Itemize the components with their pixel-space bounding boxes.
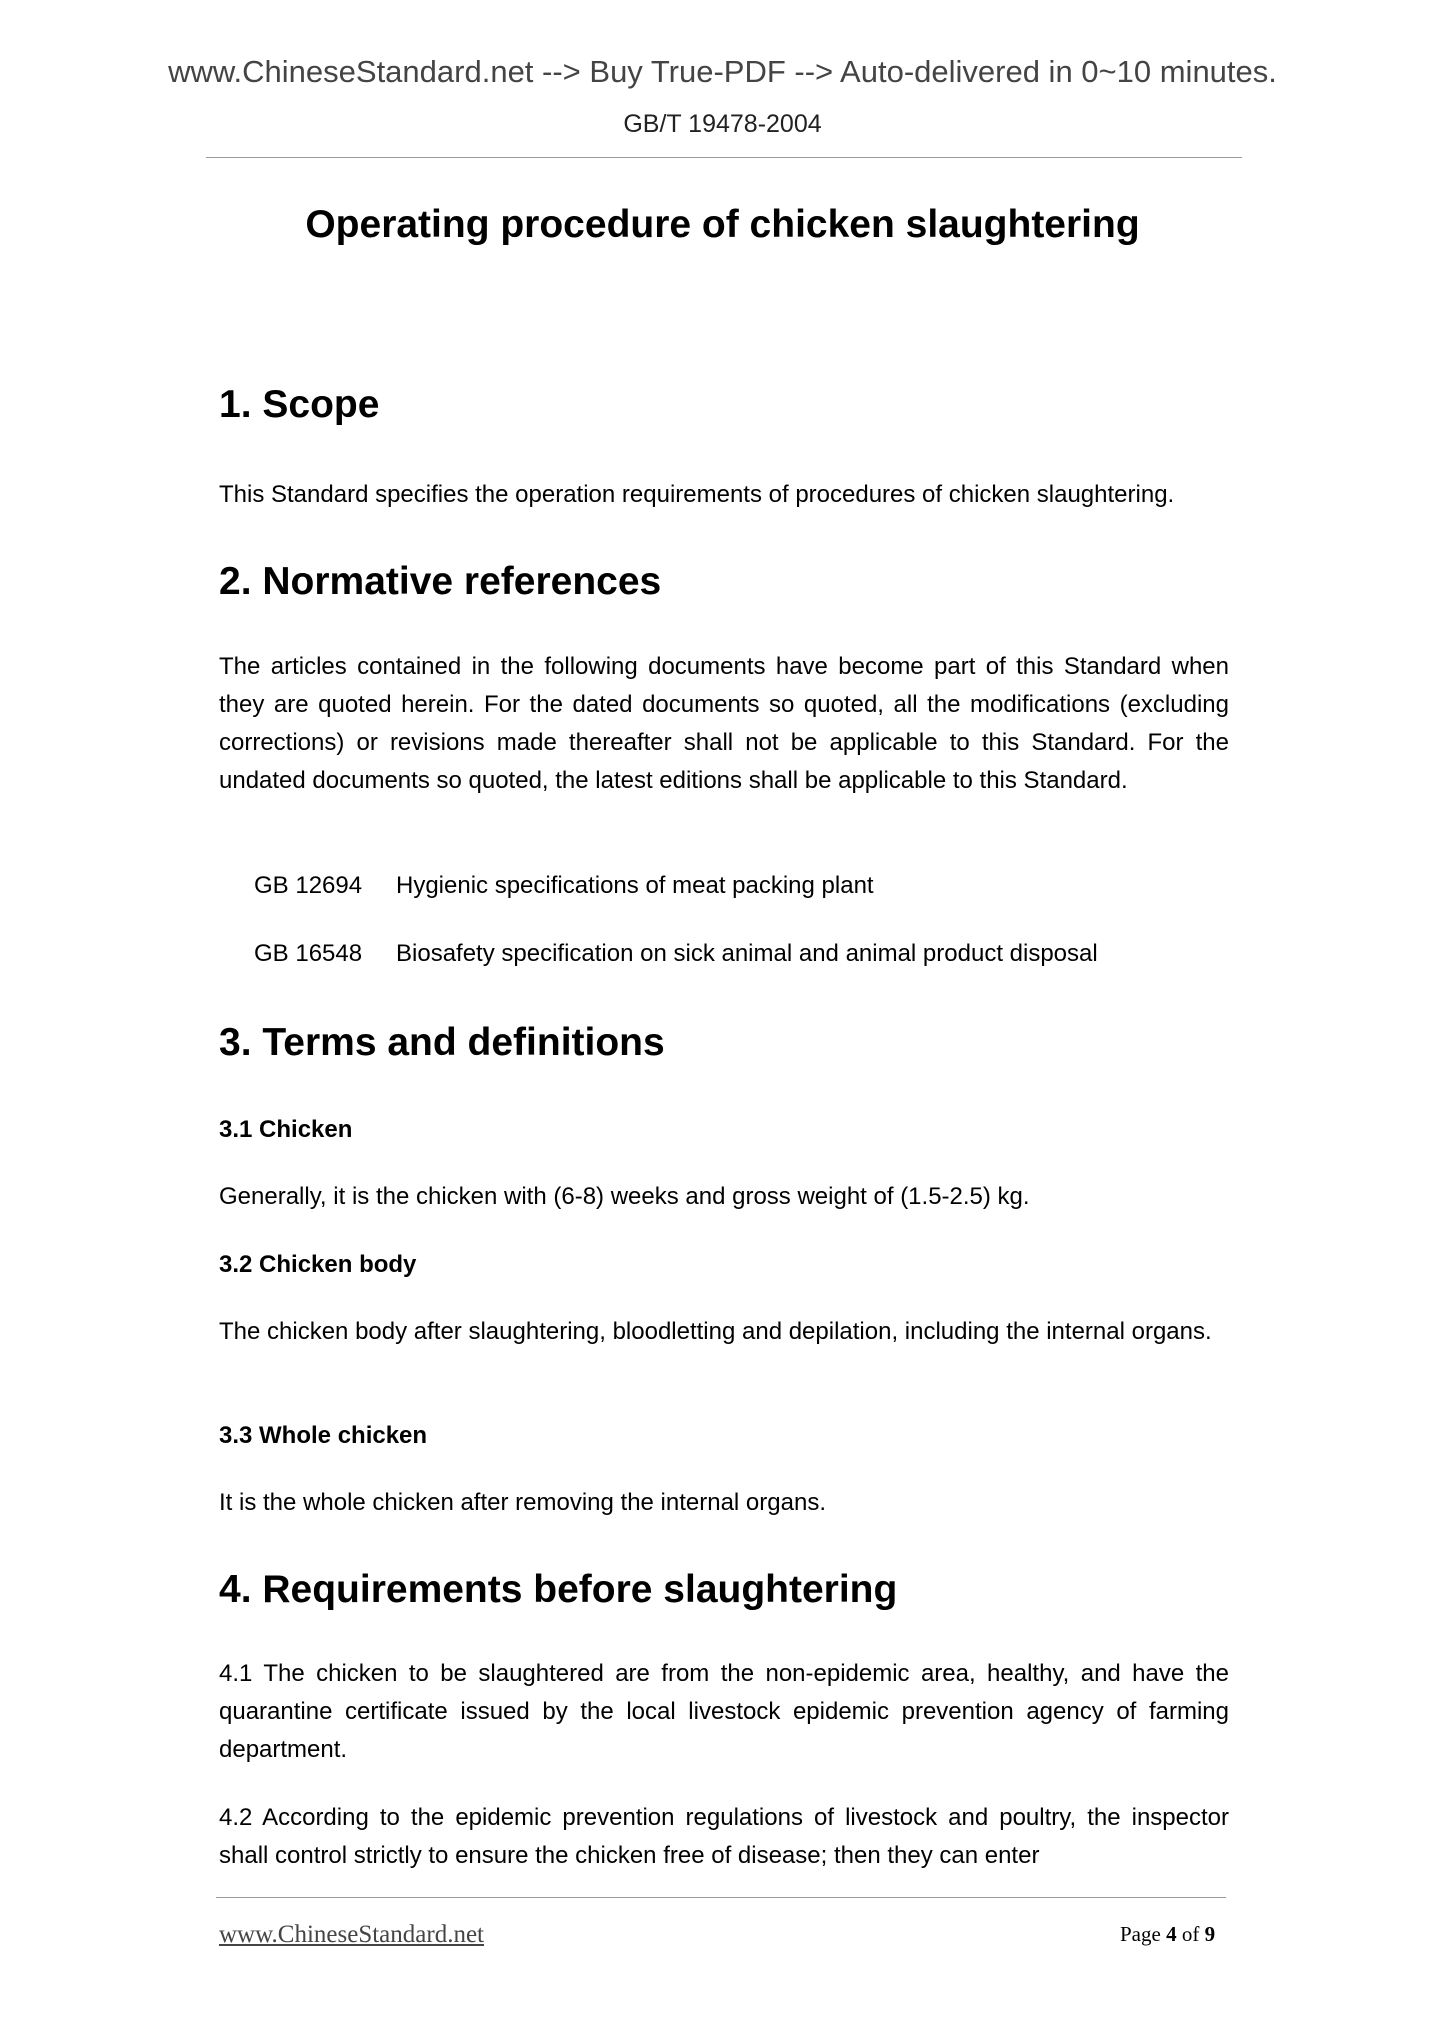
page-total: 9 xyxy=(1204,1922,1216,1946)
page-number xyxy=(1120,1924,1215,1945)
source-banner: www.ChineseStandard.net --> Buy True-PDF --> Auto-delivered in 0~10 minutes. xyxy=(168,54,1277,89)
term-heading-whole-chicken: 3.3 Whole chicken xyxy=(219,1422,428,1449)
requirement-clause: 4.1 The chicken to be slaughtered are from the non-epidemic area, healthy, and have the quarantine certificate issued by the local livestock epidemic prevention agency of farming department. xyxy=(219,1660,1229,1763)
reference-code: GB 12694 xyxy=(254,872,363,899)
document-title: Operating procedure of chicken slaughtering xyxy=(305,203,1140,246)
header-divider xyxy=(206,157,1242,158)
reference-title: Biosafety specification on sick animal and animal product disposal xyxy=(396,940,1098,967)
section-heading-requirements: 4. Requirements before slaughtering xyxy=(219,1568,898,1611)
footer-website-link[interactable]: www.ChineseStandard.net xyxy=(219,1921,484,1948)
term-heading-chicken-body: 3.2 Chicken body xyxy=(219,1251,417,1278)
reference-title: Hygienic specifications of meat packing plant xyxy=(396,872,874,899)
scope-paragraph: This Standard specifies the operation requirements of procedures of chicken slaughtering. xyxy=(219,481,1175,508)
term-definition-chicken-body: The chicken body after slaughtering, bloodletting and depilation, including the internal organs. xyxy=(219,1318,1212,1345)
page-current: 4 xyxy=(1166,1922,1177,1946)
normative-references-paragraph: The articles contained in the following documents have become part of this Standard when they are quoted herein. For the dated documents so quoted, all the modifications (excluding corrections) or revisions made thereafter shall not be applicable to this Standard. For the undated documents so quoted, the latest editions shall be applicable to this Standard. xyxy=(219,653,1229,794)
reference-item xyxy=(254,942,1098,966)
standard-code: GB/T 19478-2004 xyxy=(623,110,822,138)
page-of: of xyxy=(1176,1922,1205,1946)
footer-divider xyxy=(216,1897,1226,1898)
section-heading-normative-references: 2. Normative references xyxy=(219,560,662,603)
term-definition-chicken: Generally, it is the chicken with (6-8) weeks and gross weight of (1.5-2.5) kg. xyxy=(219,1183,1030,1210)
section-heading-scope: 1. Scope xyxy=(219,383,380,426)
page-prefix: Page xyxy=(1120,1922,1167,1946)
term-definition-whole-chicken: It is the whole chicken after removing the internal organs. xyxy=(219,1489,826,1516)
reference-item xyxy=(254,874,874,898)
section-heading-terms-definitions: 3. Terms and definitions xyxy=(219,1021,665,1064)
reference-code: GB 16548 xyxy=(254,940,363,967)
term-heading-chicken: 3.1 Chicken xyxy=(219,1116,353,1143)
requirement-clause: 4.2 According to the epidemic prevention regulations of livestock and poultry, the inspector shall control strictly to ensure the chicken free of disease; then they can enter xyxy=(219,1804,1229,1869)
